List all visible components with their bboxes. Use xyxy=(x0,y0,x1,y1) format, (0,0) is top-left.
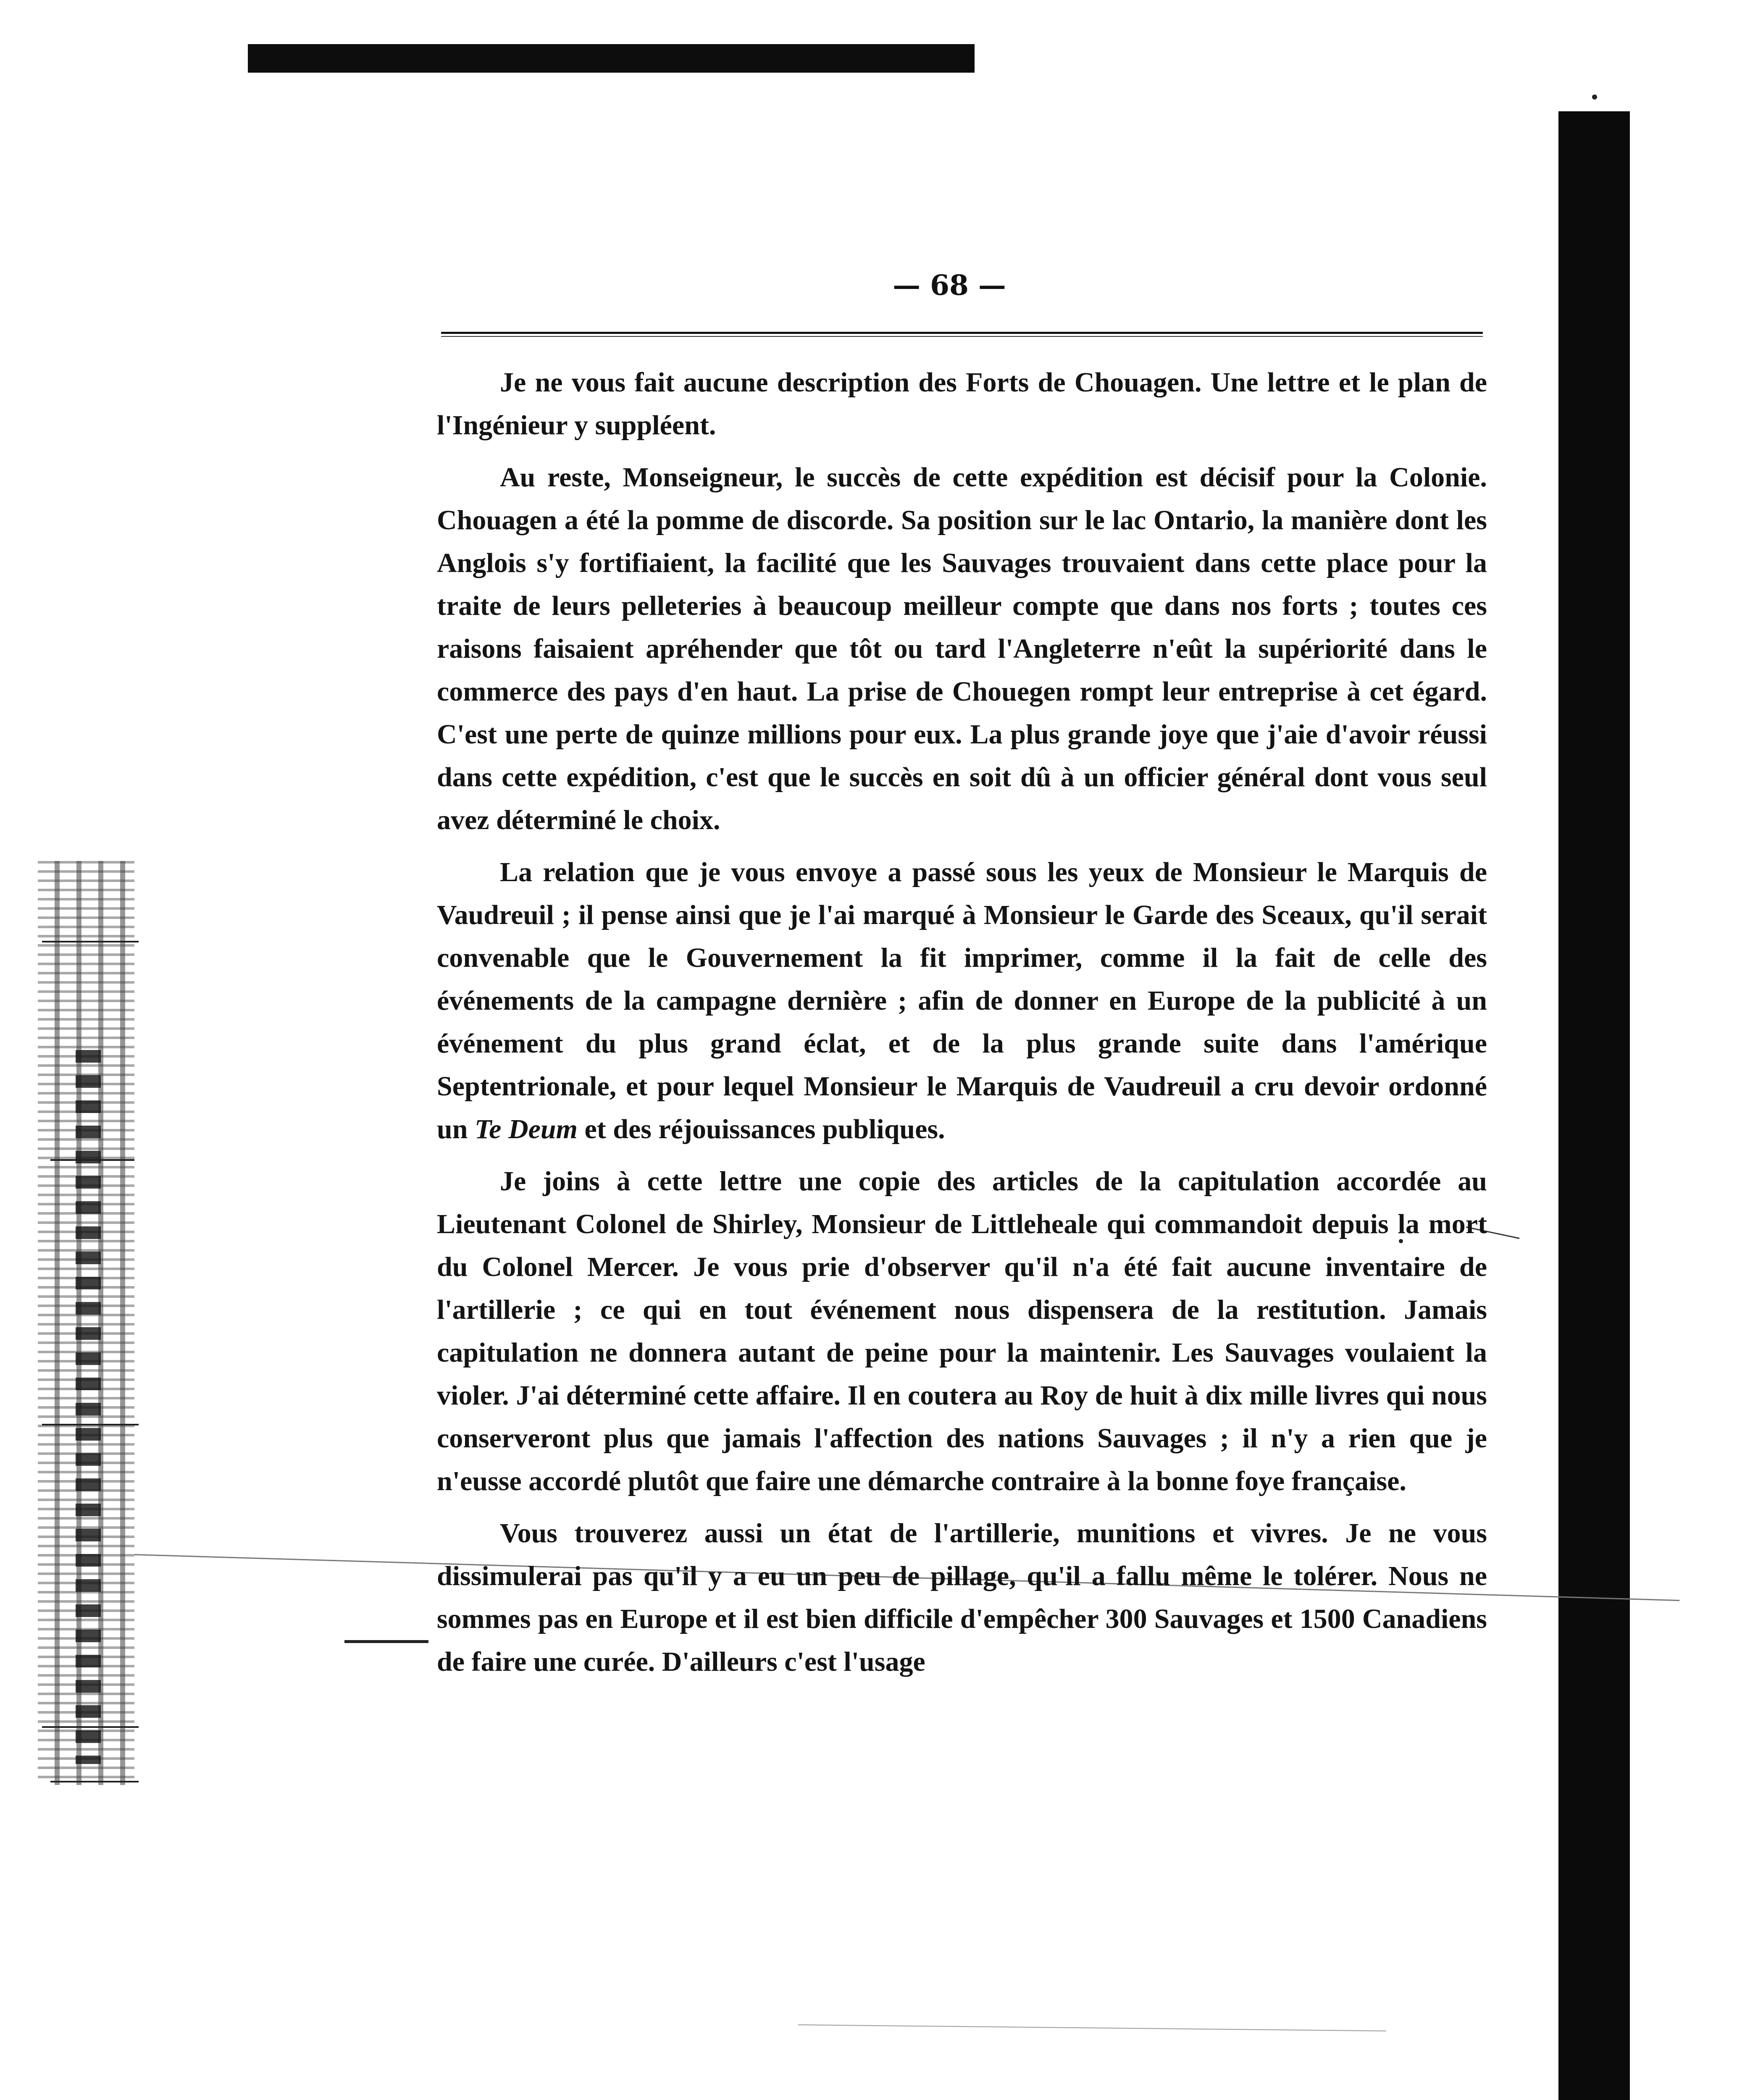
paragraph-text: La relation que je vous envoye a passé sous les yeux de Monsieur le Marquis de Vaudreuil ; il pense ainsi que je l'ai marqué à Monsieur le Garde des Sceaux, qu'il serait convenable que le Gouvernement la fit imprimer, comme il la fait de celle des événements de la campagne dernière ; afin de donner en Europe de la publicité à un événement du plus grand éclat, et de la plus grande suite dans l'amérique Septentrionale, et pour lequel Monsieur le Marquis de Vaudreuil a cru devoir ordonné un xyxy=(437,857,1487,1144)
paragraph: Je joins à cette lettre une copie des articles de la capitulation accordée au Lieutenant Colonel de Shirley, Monsieur de Littleheale qui commandoit depuis la mort du Colonel Mercer. Je vous prie d'observer qu'il n'a été fait aucune inventaire de l'artillerie ; ce qui en tout événement nous dispensera de la restitution. Jamais capitulation ne donnera autant de peine pour la maintenir. Les Sauvages voulaient la violer. J'ai déterminé cette affaire. Il en coutera au Roy de huit à dix mille livres qui nous conserveront plus que jamais l'affection des nations Sauvages ; il n'y a rien que je n'eusse accordé plutôt que faire une démarche contraire à la bonne foye française. xyxy=(437,1166,1487,1496)
page-number: — 68 — xyxy=(893,269,1006,302)
header-rule xyxy=(441,332,1483,334)
scan-stray-line xyxy=(798,2024,1386,2032)
scan-speck xyxy=(1592,94,1597,100)
paragraph: Au reste, Monseigneur, le succès de cette expédition est décisif pour la Colonie. Chouagen a été la pomme de discorde. Sa position sur le lac Ontario, la manière dont les Anglois s'y fortifiaient, la facilité que les Sauvages trouvaient dans cette place pour la traite de leurs pelleteries à beaucoup meilleur compte que dans nos forts ; toutes ces raisons faisaient apréhender que tôt ou tard l'Angleterre n'eût la supériorité dans le commerce des pays d'en haut. La prise de Chouegen rompt leur entreprise à cet égard. C'est une perte de quinze millions pour eux. La plus grande joye que j'aie d'avoir réussi dans cette expédition, c'est que le succès en soit dû à un officier général dont vous seul avez déterminé le choix. xyxy=(437,462,1487,835)
paragraph-italic-text: Te Deum xyxy=(474,1114,578,1144)
paragraph: Je ne vous fait aucune description des Forts de Chouagen. Une lettre et le plan de l'Ingénieur y suppléent. xyxy=(437,367,1487,441)
scan-left-tick xyxy=(50,1159,134,1161)
paragraph xyxy=(437,851,1487,1151)
paragraph-text: et des réjouissances publiques. xyxy=(577,1114,945,1144)
paragraph: Vous trouverez aussi un état de l'artillerie, munitions et vivres. Je ne vous dissimulerai pas qu'il y a eu un peu de pillage, qu'il a fallu même le tolérer. Nous ne sommes pas en Europe et il est bien difficile d'empêcher 300 Sauvages et 1500 Canadiens de faire une curée. D'ailleurs c'est l'usage xyxy=(437,1518,1487,1677)
scan-left-tick xyxy=(50,1781,139,1782)
scan-right-edge xyxy=(1558,111,1630,2100)
scan-left-tick xyxy=(42,941,139,942)
scan-left-tick xyxy=(42,1726,139,1728)
letter-body xyxy=(437,361,1487,1693)
scan-left-margin-dark-marks xyxy=(76,1050,101,1764)
scan-left-tick xyxy=(42,1424,139,1425)
scan-top-bar xyxy=(248,44,975,73)
scan-stray-line xyxy=(344,1640,428,1643)
header-rule-thin xyxy=(441,336,1483,337)
